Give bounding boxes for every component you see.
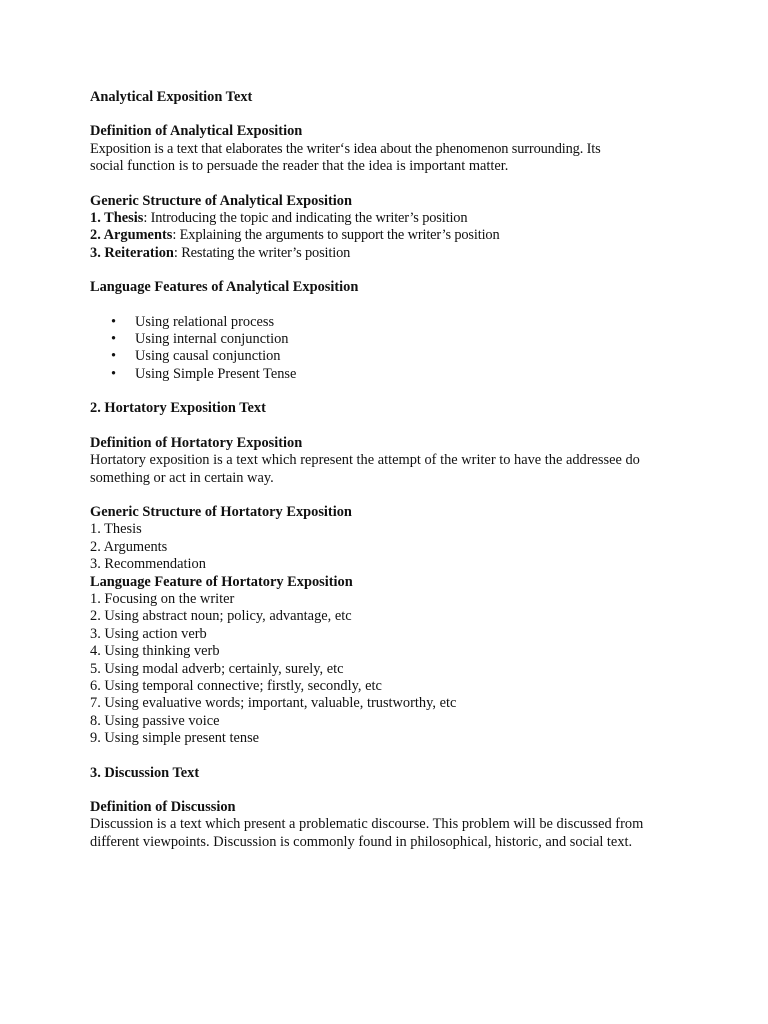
analytical-structure-item [90, 245, 708, 262]
discussion-title: 3. Discussion Text [90, 764, 200, 781]
list-item: 7. Using evaluative words; important, valuable, trustworthy, etc [90, 695, 457, 712]
spacer [90, 782, 708, 799]
list-item-text: Using causal conjunction [135, 348, 281, 365]
list-item: 3. Recommendation [90, 556, 206, 573]
analytical-structure-heading: Generic Structure of Analytical Exposition [90, 192, 352, 209]
bullet-icon: • [111, 365, 117, 382]
structure-item-label: 2. Arguments [90, 227, 173, 244]
list-item: 6. Using temporal connective; firstly, secondly, etc [90, 677, 382, 694]
list-item-text: Using Simple Present Tense [135, 365, 297, 382]
hortatory-title: 2. Hortatory Exposition Text [90, 400, 266, 417]
list-item: 2. Using abstract noun; policy, advantage, etc [90, 608, 352, 625]
structure-item-desc: : Introducing the topic and indicating the writer’s position [143, 210, 468, 227]
discussion-definition-heading: Definition of Discussion [90, 799, 236, 815]
spacer [90, 297, 708, 314]
structure-item-desc: : Explaining the arguments to support the writer’s position [172, 227, 500, 244]
discussion-definition-line-1: Discussion is a text which present a problematic discourse. This problem will be discussed from [90, 816, 644, 833]
bullet-icon: • [111, 331, 117, 348]
list-item: 9. Using simple present tense [90, 730, 260, 747]
spacer [90, 418, 708, 435]
spacer [90, 176, 708, 193]
list-item: 4. Using thinking verb [90, 643, 220, 660]
analytical-definition-line-2: social function is to persuade the reader that the idea is important matter. [90, 158, 509, 175]
spacer [90, 383, 708, 400]
list-item [90, 366, 708, 383]
analytical-language-heading: Language Features of Analytical Exposition [90, 279, 359, 296]
bullet-icon: • [111, 313, 117, 330]
hortatory-definition-line-1: Hortatory exposition is a text which represent the attempt of the writer to have the addressee do [90, 452, 640, 469]
analytical-structure-item [90, 210, 708, 227]
list-item [90, 348, 708, 365]
analytical-structure-item [90, 227, 708, 244]
spacer [90, 106, 708, 123]
list-item-text: Using internal conjunction [135, 331, 289, 348]
bullet-icon: • [111, 348, 117, 365]
spacer [90, 748, 708, 765]
spacer [90, 262, 708, 279]
structure-item-desc: : Restating the writer’s position [173, 244, 351, 261]
list-item: 1. Focusing on the writer [90, 590, 235, 607]
structure-item-label: 1. Thesis [90, 210, 144, 227]
list-item-text: Using relational process [135, 313, 275, 330]
list-item [90, 331, 708, 348]
hortatory-structure-heading: Generic Structure of Hortatory Exposition [90, 503, 352, 520]
list-item: 1. Thesis [90, 521, 142, 538]
list-item: 2. Arguments [90, 538, 168, 555]
analytical-definition-line-1: Exposition is a text that elaborates the writer‘s idea about the phenomenon surrounding. Its [90, 140, 601, 157]
hortatory-language-heading: Language Feature of Hortatory Exposition [90, 573, 353, 590]
list-item: 8. Using passive voice [90, 712, 220, 729]
discussion-definition-line-2: different viewpoints. Discussion is commonly found in philosophical, historic, and social text. [90, 833, 633, 850]
analytical-definition-heading: Definition of Analytical Exposition [90, 123, 303, 140]
analytical-language-list [90, 314, 708, 384]
hortatory-definition-heading: Definition of Hortatory Exposition [90, 434, 303, 451]
list-item: 3. Using action verb [90, 625, 207, 642]
hortatory-definition-line-2: something or act in certain way. [90, 469, 274, 486]
list-item: 5. Using modal adverb; certainly, surely, etc [90, 660, 344, 677]
document-title: Analytical Exposition Text [90, 89, 253, 105]
spacer [90, 487, 708, 504]
list-item [90, 314, 708, 331]
structure-item-label: 3. Reiteration [90, 244, 174, 261]
